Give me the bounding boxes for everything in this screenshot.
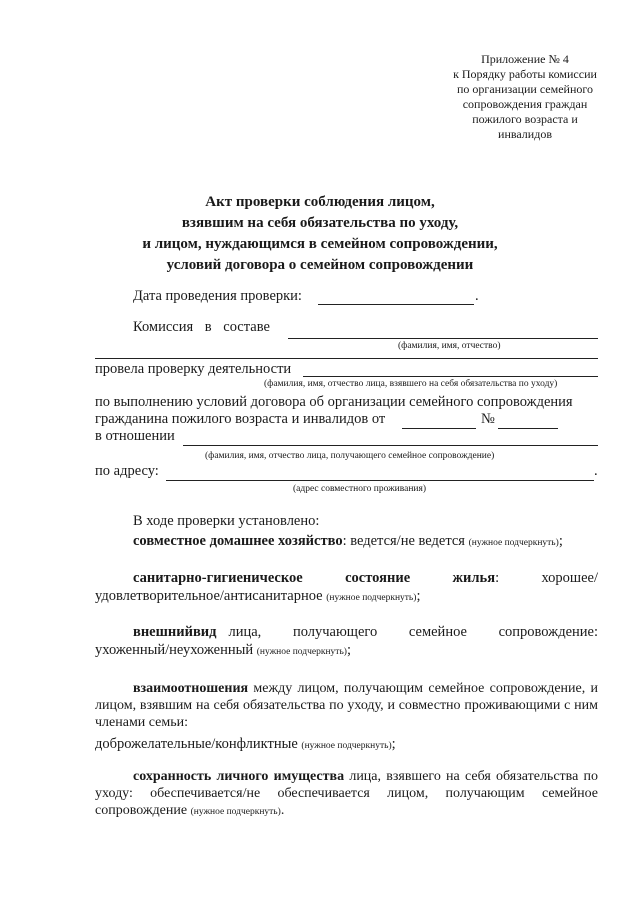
sanitary-heading-2: состояние (345, 570, 411, 586)
household-end: ; (558, 533, 563, 549)
property-note: (нужное подчеркнуть) (190, 807, 281, 817)
property-end: . (280, 803, 285, 818)
relations-text: между лицом, получающим семейное сопровождение, и лицом, взявшим на себя обязательства по уходу, и совместно проживающими с ним членами семьи: (95, 681, 599, 730)
findings-intro: В ходе проверки установлено: (133, 513, 320, 529)
contract-number-sign: № (481, 411, 495, 427)
appendix-line: к Порядку работы комиссии (453, 67, 597, 81)
sanitary-line-2 (95, 588, 420, 605)
appendix-line: сопровождения граждан (462, 97, 588, 111)
household-options: : ведется/не ведется (342, 533, 465, 549)
date-end: . (475, 288, 479, 304)
household-heading: совместное домашнее хозяйство (133, 533, 343, 549)
commission-field[interactable] (288, 338, 598, 339)
sanitary-end: ; (416, 588, 421, 604)
appendix-header (430, 52, 620, 142)
commission-field-2[interactable] (95, 358, 598, 359)
property-heading: сохранность личного имущества (133, 769, 345, 784)
inspected-label: провела проверку деятельности (95, 361, 292, 377)
relations-heading: взаимоотношения (133, 681, 249, 696)
title-line: Акт проверки соблюдения лицом, (205, 194, 435, 210)
appearance-note: (нужное подчеркнуть) (256, 647, 347, 657)
relations-note: (нужное подчеркнуть) (301, 741, 392, 751)
relations-line-end (95, 736, 396, 753)
appendix-line: по организации семейного (456, 82, 594, 96)
date-label: Дата проведения проверки: (133, 288, 302, 304)
relation-label: в отношении (95, 428, 175, 444)
sanitary-heading-3: жилья (452, 570, 496, 586)
household-finding (133, 533, 563, 550)
inspected-field[interactable] (303, 376, 598, 377)
title-line: условий договора о семейном сопровождении (166, 257, 474, 273)
document-title (100, 192, 540, 276)
property-paragraph (95, 768, 598, 821)
date-field[interactable] (318, 304, 474, 305)
inspected-caption: (фамилия, имя, отчество лица, взявшего на себя обязательства по уходу) (264, 379, 558, 389)
appearance-heading-2: вид (192, 624, 217, 640)
commission-caption: (фамилия, имя, отчество) (398, 341, 501, 351)
appearance-end: ; (346, 642, 351, 658)
sanitary-heading-1: санитарно-гигиеническое (133, 570, 303, 586)
property-text: лица, взявшего на себя обязательства по уходу: обеспечивается/не обеспечивается лицом, получающим семейное сопровождение (95, 769, 599, 818)
appearance-line-2 (95, 642, 351, 659)
relations-options: доброжелательные/конфликтные (95, 736, 298, 752)
relation-field[interactable] (183, 445, 598, 446)
appearance-options: ухоженный/неухоженный (95, 642, 254, 658)
appendix-line: Приложение № 4 (481, 52, 569, 66)
address-end: . (594, 463, 598, 479)
sanitary-colon: : (495, 570, 500, 586)
appearance-heading-1: внешний (133, 624, 193, 640)
address-caption: (адрес совместного проживания) (293, 484, 427, 494)
appendix-line: инвалидов (498, 127, 552, 141)
appearance-line-1 (133, 624, 598, 641)
relation-caption: (фамилия, имя, отчество лица, получающего семейное сопровождение) (205, 451, 495, 461)
appendix-line: пожилого возраста и (472, 112, 578, 126)
address-field[interactable] (166, 480, 594, 481)
relations-paragraph (95, 680, 598, 731)
sanitary-line-1 (133, 570, 598, 587)
title-line: взявшим на себя обязательства по уходу, (181, 215, 459, 231)
sanitary-options: удовлетворительное/антисанитарное (95, 588, 323, 604)
sanitary-note: (нужное подчеркнуть) (326, 593, 417, 603)
appearance-text: лица, получающего семейное сопровождение: (228, 624, 598, 640)
title-line: и лицом, нуждающимся в семейном сопровождении, (142, 236, 498, 252)
household-note: (нужное подчеркнуть) (468, 538, 559, 548)
contract-line-1: по выполнению условий договора об организации семейного сопровождения (95, 394, 573, 410)
contract-date-field[interactable] (402, 428, 476, 429)
commission-label: Комиссия в составе (133, 319, 270, 335)
address-label: по адресу: (95, 463, 159, 479)
contract-number-field[interactable] (498, 428, 558, 429)
sanitary-option-good: хорошее/ (541, 570, 598, 586)
contract-line-2: гражданина пожилого возраста и инвалидов от (95, 411, 386, 427)
relations-end: ; (391, 736, 396, 752)
